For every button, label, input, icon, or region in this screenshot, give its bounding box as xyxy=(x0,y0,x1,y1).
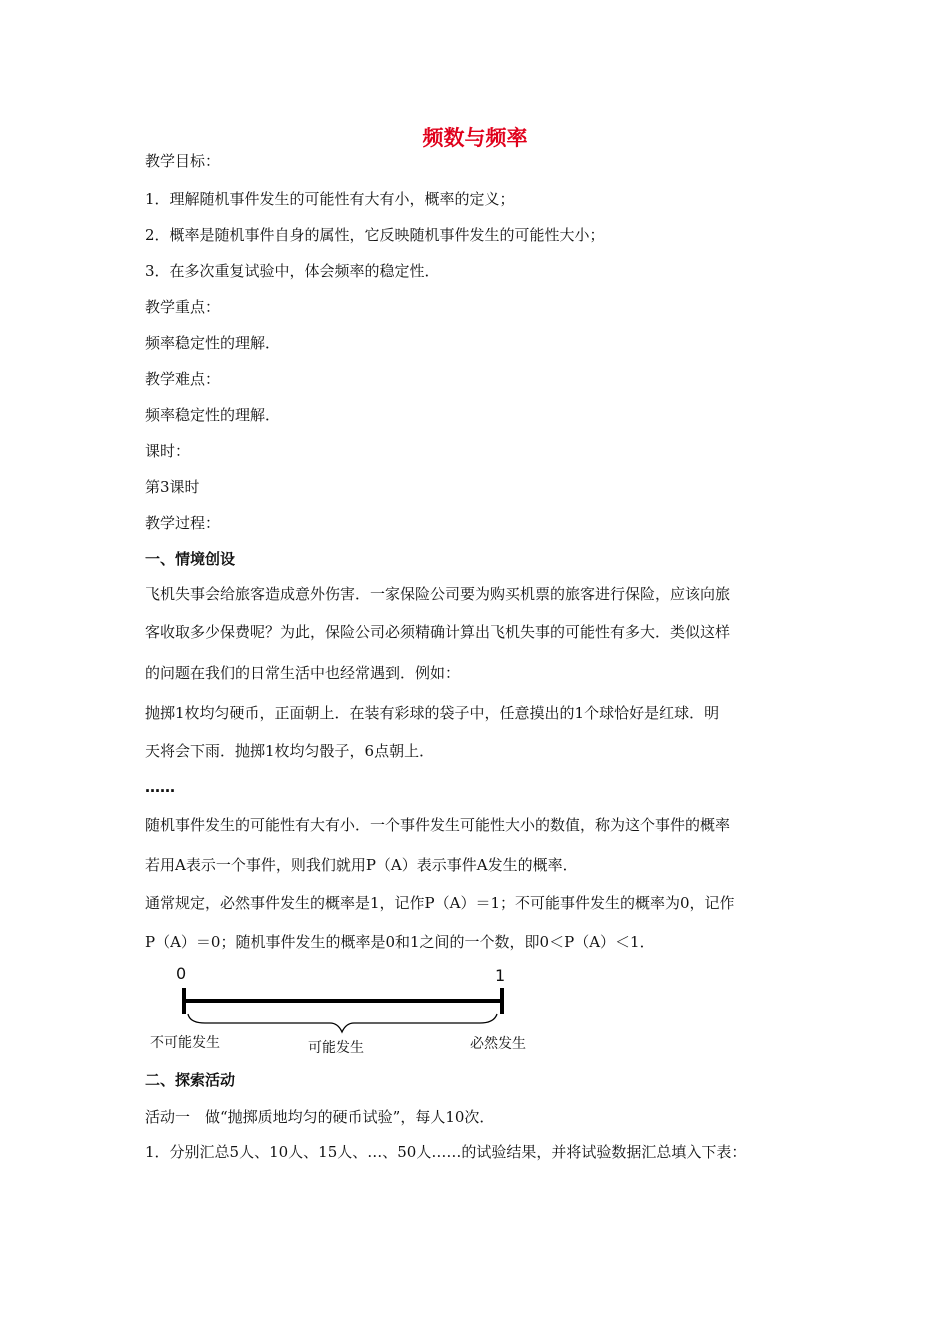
key-heading: 教学重点： xyxy=(145,298,221,316)
paragraph-2-line-1: 抛掷1枚均匀硬币，正面朝上．在装有彩球的袋子中，任意摸出的1个球恰好是红球．明 xyxy=(145,704,720,722)
label-possible: 可能发生 xyxy=(308,1040,364,1056)
paragraph-3-line-1: 随机事件发生的可能性有大有小．一个事件发生可能性大小的数值，称为这个事件的概率 xyxy=(145,816,731,834)
brace xyxy=(188,1014,497,1032)
period-text: 第3课时 xyxy=(145,478,200,496)
document-title: 频数与频率 xyxy=(422,126,528,150)
paragraph-3-line-2: 若用A表示一个事件，则我们就用P（A）表示事件A发生的概率． xyxy=(145,856,578,874)
paragraph-2-line-2: 天将会下雨．抛掷1枚均匀骰子，6点朝上． xyxy=(145,742,435,760)
ellipsis: …… xyxy=(145,778,175,796)
activity-1: 活动一 做“抛掷质地均匀的硬币试验”，每人10次． xyxy=(145,1108,495,1126)
label-impossible: 不可能发生 xyxy=(150,1035,220,1051)
goals-heading: 教学目标： xyxy=(145,152,221,170)
section-heading-1: 一、情境创设 xyxy=(145,550,236,568)
step-1: 1．分别汇总5人、10人、15人、…、50人……的试验结果，并将试验数据汇总填入下表： xyxy=(145,1143,747,1161)
diagram-left-value: 0 xyxy=(176,964,187,983)
paragraph-4-line-1: 通常规定，必然事件发生的概率是1，记作P（A）＝1；不可能事件发生的概率为0，记作 xyxy=(145,894,735,912)
paragraph-1-line-1: 飞机失事会给旅客造成意外伤害．一家保险公司要为购买机票的旅客进行保险，应该向旅 xyxy=(145,585,731,603)
key-text: 频率稳定性的理解． xyxy=(145,334,281,352)
goal-3: 3．在多次重复试验中，体会频率的稳定性． xyxy=(145,262,440,280)
period-heading: 课时： xyxy=(145,442,191,460)
diagram-right-value: 1 xyxy=(495,966,506,985)
goal-2: 2．概率是随机事件自身的属性，它反映随机事件发生的可能性大小； xyxy=(145,226,605,244)
paragraph-1-line-2: 客收取多少保费呢？为此，保险公司必须精确计算出飞机失事的可能性有多大．类似这样 xyxy=(145,623,731,641)
difficult-text: 频率稳定性的理解． xyxy=(145,406,281,424)
label-certain: 必然发生 xyxy=(470,1036,526,1052)
paragraph-1-line-3: 的问题在我们的日常生活中也经常遇到．例如： xyxy=(145,664,461,682)
section-heading-2: 二、探索活动 xyxy=(145,1071,236,1089)
goal-1: 1．理解随机事件发生的可能性有大有小，概率的定义； xyxy=(145,190,515,208)
process-heading: 教学过程： xyxy=(145,514,221,532)
difficult-heading: 教学难点： xyxy=(145,370,221,388)
paragraph-4-line-2: P（A）＝0；随机事件发生的概率是0和1之间的一个数，即0＜P（A）＜1． xyxy=(145,933,655,951)
